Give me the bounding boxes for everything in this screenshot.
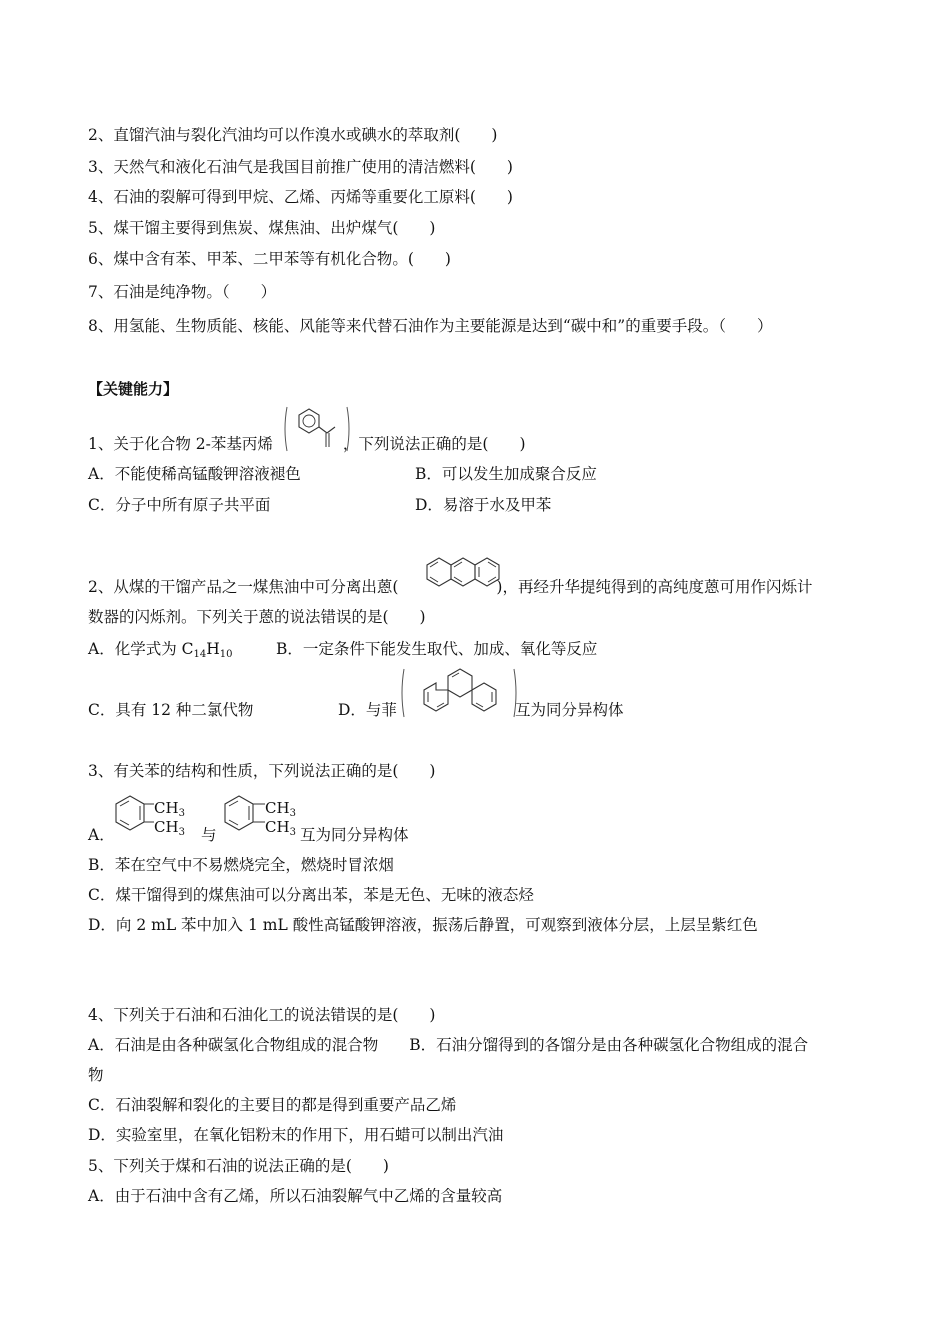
- q1-stem-part-b: ，下列说法正确的是( ): [342, 435, 526, 453]
- judgment-item-3: 3、天然气和液化石油气是我国目前推广使用的清洁燃料( ): [88, 158, 513, 176]
- q3-ch3-top-2-text: CH: [265, 799, 290, 817]
- q3-option-a-label: A．: [88, 826, 115, 844]
- q2-option-d-text-post: 互为同分异构体: [514, 701, 624, 719]
- q3-ch3-bottom-1: [154, 816, 185, 844]
- q1-option-b: B．可以发生加成聚合反应: [415, 465, 597, 483]
- q3-option-a-tail: 互为同分异构体: [300, 826, 409, 844]
- q2-stem-part-b: )，再经升华提纯得到的高纯度蒽可用作闪烁计: [496, 578, 813, 596]
- q4-stem: 4、下列关于石油和石油化工的说法错误的是( ): [88, 1006, 436, 1024]
- q1-option-c: C．分子中所有原子共平面: [88, 496, 271, 514]
- q2-option-c: C．具有 12 种二氯代物: [88, 701, 254, 719]
- q3-structure-ortho-xylene-2: [217, 792, 267, 840]
- q2-option-a-sub-h: 10: [219, 649, 233, 660]
- q2-structure-anthracene: [422, 552, 522, 596]
- q5-stem: 5、下列关于煤和石油的说法正确的是( ): [88, 1157, 389, 1175]
- q2-option-d-text-pre: D．与菲: [338, 701, 397, 719]
- q3-structure-ortho-xylene-1: [114, 792, 154, 840]
- judgment-item-6: 6、煤中含有苯、甲苯、二甲苯等有机化合物。( ): [88, 250, 451, 268]
- q3-ch3-top-1-sub: 3: [178, 808, 185, 819]
- q3-stem: 3、有关苯的结构和性质，下列说法正确的是( ): [88, 762, 436, 780]
- q1-structure-2-phenylpropene: [281, 403, 353, 455]
- q5-option-a: A．由于石油中含有乙烯，所以石油裂解气中乙烯的含量较高: [88, 1187, 503, 1205]
- q2-option-a-sub-c: 14: [193, 649, 207, 660]
- judgment-item-2: 2、直馏汽油与裂化汽油均可以作溴水或碘水的萃取剂( ): [88, 126, 498, 144]
- q1-stem-part-a: 1、关于化合物 2-苯基丙烯: [88, 435, 273, 453]
- q3-option-c: C．煤干馏得到的煤焦油可以分离出苯，苯是无色、无味的液态烃: [88, 886, 534, 904]
- q2-option-a: [88, 638, 232, 666]
- q3-option-b: B．苯在空气中不易燃烧完全，燃烧时冒浓烟: [88, 856, 394, 874]
- q2-option-b: B．一定条件下能发生取代、加成、氧化等反应: [276, 640, 598, 658]
- q2-structure-phenanthrene: [400, 665, 520, 721]
- q3-ch3-bottom-2: [265, 816, 296, 844]
- q3-option-d: D．向 2 mL 苯中加入 1 mL 酸性高锰酸钾溶液，振荡后静置，可观察到液体分层，上层呈紫红色: [88, 916, 758, 934]
- q4-option-d: D．实验室里，在氧化铝粉末的作用下，用石蜡可以制出汽油: [88, 1126, 504, 1144]
- q4-option-ab-continued: 物: [88, 1066, 104, 1084]
- q3-ch3-bottom-2-sub: 3: [289, 827, 296, 838]
- judgment-item-8: 8、用氢能、生物质能、核能、风能等来代替石油作为主要能源是达到“碳中和”的重要手段。（ ）: [88, 317, 773, 335]
- q2-stem-part-a: 2、从煤的干馏产品之一煤焦油中可分离出蒽(: [88, 578, 399, 596]
- q2-stem-line-2: 数器的闪烁剂。下列关于蒽的说法错误的是( ): [88, 608, 426, 626]
- q2-option-a-text: A．化学式为 C: [88, 640, 194, 658]
- q2-option-a-h: H: [206, 640, 220, 658]
- q4-option-c: C．石油裂解和裂化的主要目的都是得到重要产品乙烯: [88, 1096, 457, 1114]
- q3-ch3-top-1-text: CH: [154, 799, 179, 817]
- judgment-item-4: 4、石油的裂解可得到甲烷、乙烯、丙烯等重要化工原料( ): [88, 188, 513, 206]
- judgment-item-7: 7、石油是纯净物。（ ）: [88, 283, 277, 301]
- q3-ch3-bottom-2-text: CH: [265, 818, 290, 836]
- q3-with: 与: [201, 826, 217, 844]
- section-title: 【关键能力】: [88, 380, 179, 398]
- q3-ch3-bottom-1-text: CH: [154, 818, 179, 836]
- q4-option-ab: A．石油是由各种碳氢化合物组成的混合物 B．石油分馏得到的各馏分是由各种碳氢化合物组成的混合: [88, 1036, 809, 1054]
- q1-option-d: D．易溶于水及甲苯: [415, 496, 552, 514]
- q3-ch3-top-2-sub: 3: [289, 808, 296, 819]
- q3-ch3-bottom-1-sub: 3: [178, 827, 185, 838]
- judgment-item-5: 5、煤干馏主要得到焦炭、煤焦油、出炉煤气( ): [88, 219, 436, 237]
- q1-option-a: A．不能使稀高锰酸钾溶液褪色: [88, 465, 301, 483]
